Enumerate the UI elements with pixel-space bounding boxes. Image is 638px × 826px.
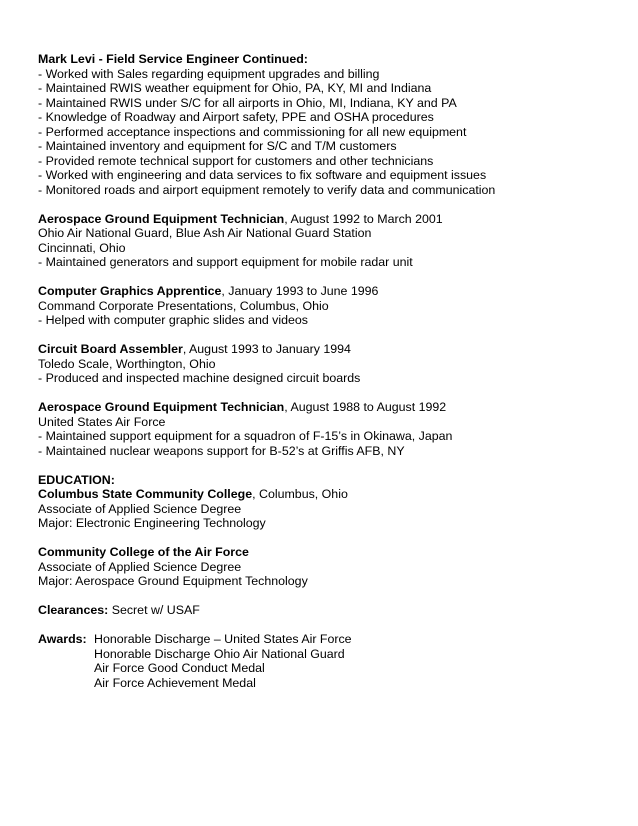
list-item: - Monitored roads and airport equipment remotely to verify data and communication [38, 182, 496, 197]
job-dates: , August 1992 to March 2001 [284, 211, 443, 226]
job-dates: , August 1993 to January 1994 [182, 342, 351, 356]
job-entry [38, 284, 618, 328]
list-item: - Worked with Sales regarding equipment upgrades and billing [38, 66, 380, 81]
school-location: , Columbus, Ohio [252, 487, 348, 501]
major: Major: Aerospace Ground Equipment Technology [38, 574, 308, 588]
section-title: Mark Levi - Field Service Engineer Continued: [38, 52, 308, 66]
education-heading: EDUCATION: [38, 472, 115, 487]
list-item: - Produced and inspected machine designed circuit boards [38, 371, 361, 385]
job-employer: United States Air Force [38, 414, 166, 429]
clearances-value: Secret w/ USAF [108, 603, 200, 617]
list-item: - Maintained generators and support equipment for mobile radar unit [38, 255, 413, 269]
list-item: - Maintained inventory and equipment for S/C and T/M customers [38, 139, 397, 153]
job-title: Circuit Board Assembler [38, 342, 183, 356]
award-item: Honorable Discharge Ohio Air National Guard [94, 646, 345, 661]
degree: Associate of Applied Science Degree [38, 501, 242, 516]
award-item: Air Force Achievement Medal [94, 675, 256, 690]
degree: Associate of Applied Science Degree [38, 559, 242, 574]
list-item: - Maintained RWIS under S/C for all airports in Ohio, MI, Indiana, KY and PA [38, 95, 457, 110]
clearances-label: Clearances: [38, 603, 109, 617]
school-name: Community College of the Air Force [38, 545, 249, 559]
school-name: Columbus State Community College [38, 487, 253, 501]
awards-list [94, 632, 352, 690]
list-item: - Maintained nuclear weapons support for B-52’s at Griffis AFB, NY [38, 443, 405, 458]
list-item: - Worked with engineering and data services to fix software and equipment issues [38, 168, 487, 182]
list-item: - Maintained RWIS weather equipment for Ohio, PA, KY, MI and Indiana [38, 81, 432, 95]
job-entry [38, 212, 618, 270]
list-item: - Provided remote technical support for customers and other technicians [38, 153, 434, 168]
list-item: - Performed acceptance inspections and commissioning for all new equipment [38, 124, 467, 139]
job-employer: Ohio Air National Guard, Blue Ash Air National Guard Station [38, 226, 372, 240]
job-entry [38, 400, 618, 458]
list-item: - Knowledge of Roadway and Airport safety, PPE and OSHA procedures [38, 110, 434, 124]
job-dates: , August 1988 to August 1992 [284, 400, 447, 414]
clearances [38, 603, 618, 618]
resume-body [38, 52, 618, 690]
job-location: Cincinnati, Ohio [38, 240, 126, 255]
list-item: - Maintained support equipment for a squadron of F-15’s in Okinawa, Japan [38, 429, 453, 443]
job-title: Aerospace Ground Equipment Technician [38, 400, 285, 414]
award-item: Honorable Discharge – United States Air Force [94, 632, 352, 646]
job-title: Aerospace Ground Equipment Technician [38, 211, 285, 226]
awards-label: Awards: [38, 632, 87, 646]
job-dates: , January 1993 to June 1996 [221, 284, 379, 298]
job-title: Computer Graphics Apprentice [38, 284, 222, 298]
job-employer: Toledo Scale, Worthington, Ohio [38, 356, 216, 371]
education-entry [38, 545, 618, 589]
job-employer: Command Corporate Presentations, Columbus, Ohio [38, 298, 329, 313]
list-item: - Helped with computer graphic slides and videos [38, 313, 308, 327]
awards-section [38, 632, 618, 690]
education-section [38, 473, 618, 531]
job-entry [38, 342, 618, 386]
major: Major: Electronic Engineering Technology [38, 516, 266, 530]
award-item: Air Force Good Conduct Medal [94, 661, 265, 675]
